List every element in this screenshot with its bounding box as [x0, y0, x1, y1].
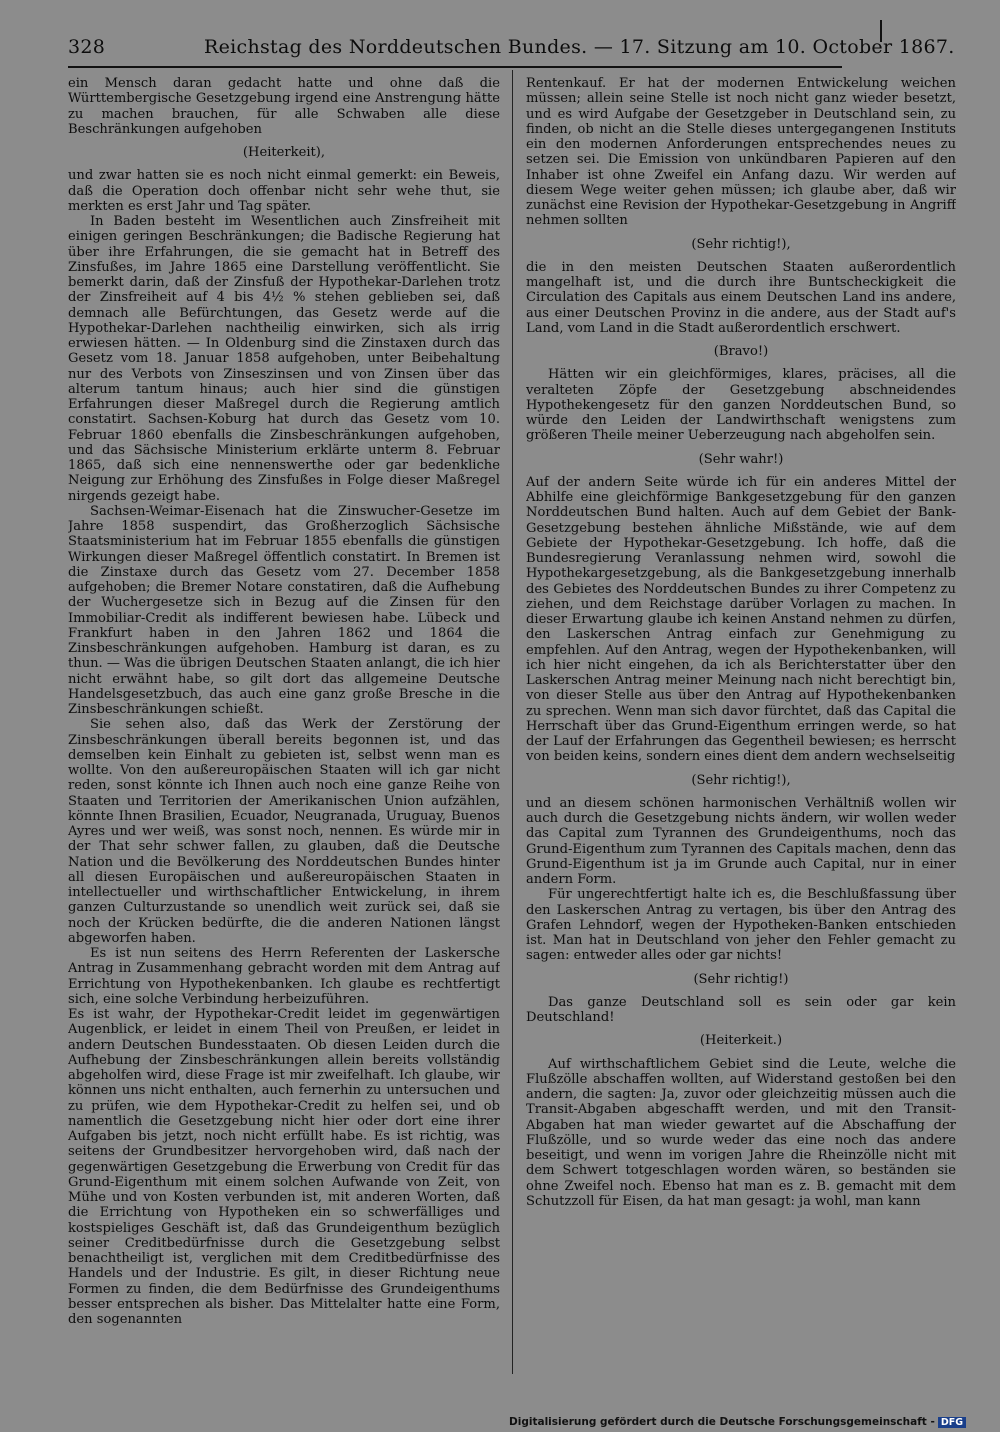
- paragraph: Es ist wahr, der Hypothekar-Credit leidet im gegenwärtigen Augenblick, er leidet in einem Theil von Preußen, er leidet in andern Deutschen Bundesstaaten. Ob diesen Leiden durch die Aufhebung der Zinsbeschränkungen allein bereits vollständig abgeholfen wird, diese Frage ist mir zweifelhaft. Ich glaube, wir können uns nicht enthalten, auch fernerhin zu untersuchen und zu prüfen, wie dem Hypothekar-Credit zu helfen sei, und ob namentlich die Gesetzgebung nicht hier oder dort eine ihrer Aufgaben bis jetzt, noch nicht erfüllt habe. Es ist richtig, was seitens der Grundbesitzer hervorgehoben wird, daß nach der gegenwärtigen Gesetzgebung die Erwerbung von Credit für das Grund-Eigenthum mit einem solchen Aufwande von Zeit, von Mühe und von Kosten verbunden ist, mit anderen Worten, daß die Errichtung von Hypotheken ein so schwerfälliges und kostspieliges Geschäft ist, daß das Grundeigenthum bezüglich seiner Creditbedürfnisse durch die Gesetzgebung selbst benachtheiligt ist, verglichen mit dem Creditbedürfnisse des Handels und der Industrie. Es gilt, in dieser Richtung neue Formen zu finden, die dem Bedürfnisse des Grundeigenthums besser entsprechen als bisher. Das Mittelalter hatte eine Form, den sogenannten: [68, 1007, 500, 1327]
- right-column: [526, 76, 956, 1376]
- paragraph: Sachsen-Weimar-Eisenach hat die Zinswucher-Gesetze im Jahre 1858 suspendirt, das Großherzoglich Sächsische Staatsministerium hat im Februar 1855 ebenfalls die günstigen Wirkungen dieser Maßregel öffentlich constatirt. In Bremen ist die Zinstaxe durch das Gesetz vom 27. December 1858 aufgehoben; die Bremer Notare constatiren, daß die Aufhebung der Wuchergesetze sich in Bezug auf die Zinsen für den Immobiliar-Credit als indifferent bewiesen habe. Lübeck und Frankfurt haben in den Jahren 1862 und 1864 die Zinsbeschränkungen aufgehoben. Hamburg ist daran, es zu thun. — Was die übrigen Deutschen Staaten anlangt, die ich hier nicht erwähnt habe, so gilt dort das allgemeine Deutsche Handelsgesetzbuch, das auch eine ganz große Bresche in die Zinsbeschränkungen schießt.: [68, 503, 500, 717]
- interjection: (Bravo!): [713, 344, 769, 359]
- paragraph: In Baden besteht im Wesentlichen auch Zinsfreiheit mit einigen geringen Beschränkungen; die Badische Regierung hat über ihre Erfahrungen, die sie gemacht hat in Betreff des Zinsfußes, im Jahre 1865 eine Darstellung veröffentlicht. Sie bemerkt darin, daß der Zinsfuß der Hypothekar-Darlehen trotz der Zinsfreiheit auf 4 bis 4½ % stehen geblieben sei, daß demnach alle Befürchtungen, das Gesetz werde auf die Hypothekar-Darlehen nachtheilig einwirken, sich als irrig erwiesen hätten. — In Oldenburg sind die Zinstaxen durch das Gesetz vom 18. Januar 1858 aufgehoben, unter Beibehaltung nur des Verbots von Zinseszinsen und von Zinsen über das alterum tantum hinaus; auch hier sind die günstigen Erfahrungen dieser Maßregel durch die Regierung amtlich constatirt. Sachsen-Koburg hat durch das Gesetz vom 10. Februar 1860 ebenfalls die Zinsbeschränkungen aufgehoben, und das Sächsische Ministerium erklärte unterm 8. Februar 1865, daß sich eine nennenswerthe oder gar bedenkliche Neigung zur Erhöhung des Zinsfußes in Folge dieser Maßregel nirgends gezeigt habe.: [68, 214, 500, 504]
- interjection: (Sehr richtig!): [693, 971, 789, 987]
- page-number: 328: [68, 36, 106, 58]
- footer-text: Digitalisierung gefördert durch die Deutsche Forschungsgemeinschaft -: [509, 1416, 935, 1428]
- paragraph: Rentenkauf. Er hat der modernen Entwickelung weichen müssen; allein seine Stelle ist noch nicht ganz wieder besetzt, und es wird Aufgabe der Gesetzgeber in Deutschland sein, zu finden, ob nicht an die Stelle dieses untergegangenen Instituts ein den modernen Anforderungen entsprechendes neues zu setzen sei. Die Emission von unkündbaren Papieren auf den Inhaber ist ohne Zweifel ein Anfang dazu. Wir werden auf diesem Wege weiter gehen müssen; ich glaube aber, daß wir zunächst eine Revision der Hypothekar-Gesetzgebung in Angriff nehmen sollten: [526, 76, 956, 229]
- paragraph: Auf der andern Seite würde ich für ein anderes Mittel der Abhilfe eine gleichförmige Bankgesetzgebung für den ganzen Norddeutschen Bund halten. Auch auf dem Gebiet der Bank-Gesetzgebung bestehen ähnliche Mißstände, wie auf dem Gebiete der Hypothekar-Gesetzgebung. Ich hoffe, daß die Bundesregierung Veranlassung nehmen wird, sowohl die Hypothekargesetzgebung, als die Bankgesetzgebung innerhalb des Gebietes des Norddeutschen Bundes zu ihrer Competenz zu ziehen, und dem Reichstage darüber Vorlagen zu machen. In dieser Erwartung glaube ich keinen Anstand nehmen zu dürfen, den Laskerschen Antrag einfach zur Genehmigung zu empfehlen. Auf den Antrag, wegen der Hypothekenbanken, will ich hier nicht eingehen, da ich als Berichterstatter über den Laskerschen Antrag meiner Meinung nach nicht berechtigt bin, von dieser Stelle aus über den Antrag auf Hypothekenbanken zu sprechen. Wenn man sich davor fürchtet, daß das Capital die Herrschaft über das Grund-Eigenthum erringen werde, so hat der Lauf der Erfahrungen das Gegentheil bewiesen; es herrscht von beiden keins, sondern eines dient dem andern wechselseitig: [526, 474, 956, 765]
- interjection: (Heiterkeit.): [699, 1033, 783, 1049]
- paragraph: Das ganze Deutschland soll es sein oder gar kein Deutschland!: [526, 994, 956, 1025]
- paragraph: Es ist nun seitens des Herrn Referenten der Laskersche Antrag in Zusammenhang gebracht worden mit dem Antrag auf Errichtung von Hypothekenbanken. Ich glaube es rechtfertigt sich, eine solche Verbindung herbeizuführen.: [68, 946, 500, 1007]
- interjection: (Sehr wahr!): [698, 451, 784, 467]
- paragraph: Für ungerechtfertigt halte ich es, die Beschlußfassung über den Laskerschen Antrag zu vertagen, bis über den Antrag des Grafen Lehndorf, wegen der Hypotheken-Banken entschieden ist. Man hat in Deutschland von jeher den Fehler gemacht zu sagen: entweder alles oder gar nichts!: [526, 887, 956, 964]
- interjection: (Sehr richtig!),: [691, 772, 791, 788]
- paragraph: Auf wirthschaftlichem Gebiet sind die Leute, welche die Flußzölle abschaffen wollten, auf Widerstand gestoßen bei den andern, die sagten: Ja, zuvor oder gleichzeitig müssen auch die Transit-Abgaben abgeschafft werden, und mit den Transit-Abgaben hat man wieder gewartet auf die Abschaffung der Flußzölle, und so wurde weder das eine noch das andere beseitigt, und wenn im vorigen Jahre die Rheinzölle nicht mit dem Schwert totgeschlagen worden wären, so beständen sie ohne Zweifel noch. Ebenso hat man es z. B. gemacht mit dem Schutzzoll für Eisen, da hat man gesagt: ja wohl, man kann: [526, 1056, 956, 1209]
- interjection: (Sehr richtig!),: [691, 236, 791, 252]
- dfg-logo: DFG: [938, 1417, 966, 1428]
- header-rule: [68, 66, 842, 68]
- paragraph: Hätten wir ein gleichförmiges, klares, präcises, all die veralteten Zöpfe der Gesetzgebung abschneidendes Hypothekengesetz für den ganzen Norddeutschen Bund, so würde den Leiden der Landwirthschaft wenigstens zum größeren Theile meiner Ueberzeugung nach abgeholfen sein.: [526, 367, 956, 444]
- left-column: [68, 76, 500, 1376]
- paragraph: und zwar hatten sie es noch nicht einmal gemerkt: ein Beweis, daß die Operation doch offenbar nicht sehr wehe thut, sie merkten es erst Jahr und Tag später.: [68, 168, 500, 214]
- paragraph: Sie sehen also, daß das Werk der Zerstörung der Zinsbeschränkungen überall bereits begonnen ist, und das demselben kein Einhalt zu gebieten ist, selbst wenn man es wollte. Von den außereuropäischen Staaten will ich gar nicht reden, sonst könnte ich Ihnen auch noch eine ganze Reihe von Staaten und Territorien der Amerikanischen Union aufzählen, könnte Ihnen Brasilien, Ecuador, Neugranada, Uruguay, Buenos Ayres und wer weiß, was sonst noch, nennen. Es würde mir in der That sehr schwer fallen, zu glauben, daß die Deutsche Nation und die Bevölkerung des Norddeutschen Bundes hinter all diesen Europäischen und außereuropäischen Staaten in intellectueller und wirthschaftlicher Entwickelung, in ihrem ganzen Culturzustande so unendlich weit zurück sei, daß sie noch der Krücken bedürfte, die die anderen Nationen längst abgeworfen haben.: [68, 717, 500, 946]
- paragraph: ein Mensch daran gedacht hatte und ohne daß die Württembergische Gesetzgebung irgend eine Anstrengung hätte zu machen brauchen, für alle Schwaben alle diese Beschränkungen aufgehoben: [68, 76, 500, 137]
- footer-credit: [509, 1416, 966, 1428]
- paragraph: die in den meisten Deutschen Staaten außerordentlich mangelhaft ist, und die durch ihre Buntscheckigkeit die Circulation des Capitals aus einem Deutschen Land ins andere, aus einer Deutschen Provinz in die andere, aus der Stadt auf's Land, vom Land in die Stadt außerordentlich erschwert.: [526, 259, 956, 336]
- page-header: [68, 36, 955, 66]
- interjection: (Heiterkeit),: [242, 145, 326, 160]
- paragraph: und an diesem schönen harmonischen Verhältniß wollen wir auch durch die Gesetzgebung nichts ändern, wir wollen weder das Capital zum Tyrannen des Grundeigenthums, noch das Grund-Eigenthum zum Tyrannen des Capitals machen, denn das Grund-Eigenthum ist ja im Grunde auch Capital, nur in einer andern Form.: [526, 795, 956, 887]
- running-title: Reichstag des Norddeutschen Bundes. — 17. Sitzung am 10. October 1867.: [204, 36, 955, 58]
- column-divider: [512, 70, 513, 1374]
